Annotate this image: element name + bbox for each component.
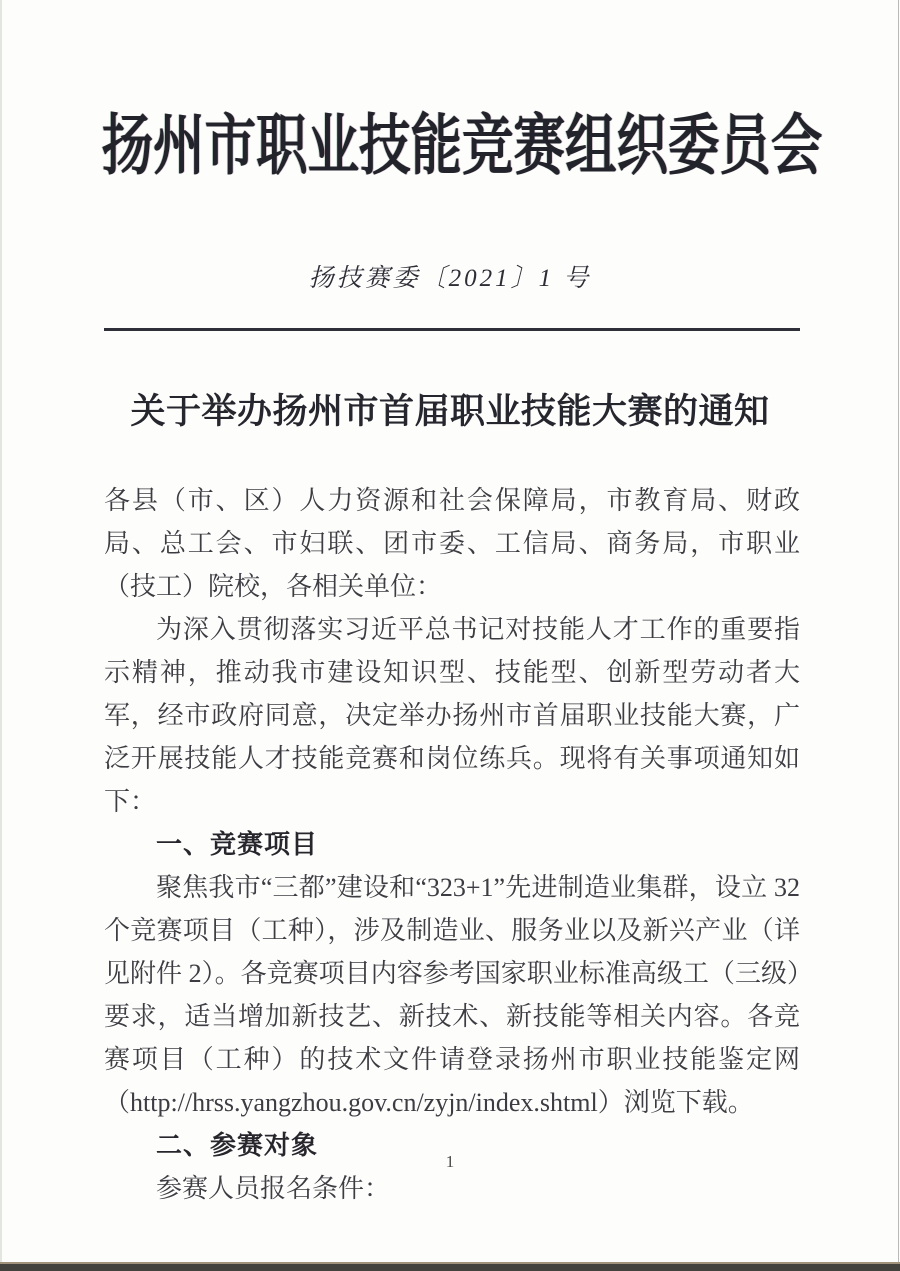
doc-body xyxy=(104,479,800,1210)
section-1-heading: 一、竞赛项目 xyxy=(156,829,319,859)
header-divider-rule xyxy=(104,328,800,331)
salutation-paragraph: 各县（市、区）人力资源和社会保障局，市教育局、财政局、总工会、市妇联、团市委、工信局、商务局，市职业（技工）院校，各相关单位： xyxy=(104,486,800,601)
scan-edge-bottom xyxy=(0,1262,900,1271)
page-number: 1 xyxy=(445,1152,455,1171)
doc-number: 扬技赛委〔2021〕1 号 xyxy=(308,265,592,292)
doc-title: 关于举办扬州市首届职业技能大赛的通知 xyxy=(130,392,770,431)
section-2-paragraph: 参赛人员报名条件： xyxy=(156,1174,391,1203)
section-1-paragraph: 聚焦我市“三都”建设和“323+1”先进制造业集群，设立 32 个竞赛项目（工种），涉及制造业、服务业以及新兴产业（详见附件 2）。各竞赛项目内容参考国家职业标准高级工（三级）要求，适当增加新技艺、新技术、新技能等相关内容。各竞赛项目（工种）的技术文件请登录扬州市职业技能鉴定网（http://hrss.yangzhou.gov.cn/zyjn/index.shtml）浏览下载。 xyxy=(104,873,800,1117)
page-footer xyxy=(0,1152,900,1172)
section-2-heading: 二、参赛对象 xyxy=(156,1130,319,1160)
org-title-text: 扬州市职业技能竞赛组织委员会 xyxy=(101,110,823,183)
intro-paragraph: 为深入贯彻落实习近平总书记对技能人才工作的重要指示精神，推动我市建设知识型、技能型、创新型劳动者大军，经市政府同意，决定举办扬州市首届职业技能大赛，广泛开展技能人才技能竞赛和岗位练兵。现将有关事项通知如下： xyxy=(104,615,800,816)
org-title xyxy=(0,104,900,190)
scan-edge-right xyxy=(898,0,899,1271)
scan-edge-left xyxy=(0,0,2,1271)
